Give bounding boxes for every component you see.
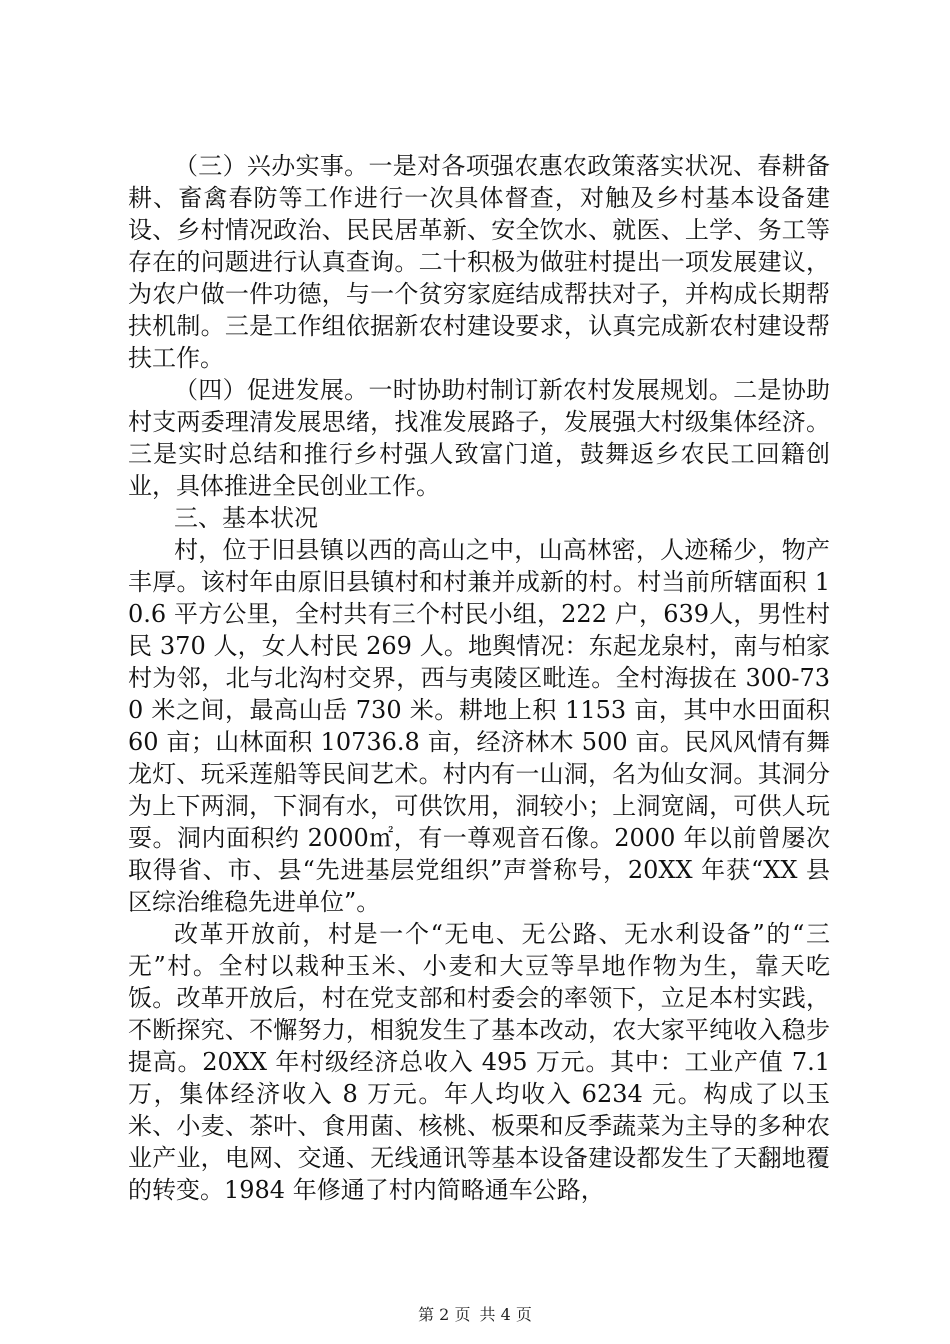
paragraph-section-four-promote-development: （四）促进发展。一时协助村制订新农村发展规划。二是协助村支两委理清发展思绪，找准发展路子，发展强大村级集体经济。三是实时总结和推行乡村强人致富门道，鼓舞返乡农民工回籍创业，具体推进全民创业工作。 [128, 376, 830, 500]
paragraph-reform-history: 改革开放前，村是一个“无电、无公路、无水利设备”的“三无”村。全村以栽种玉米、小麦和大豆等旱地作物为生，靠天吃饭。改革开放后，村在党支部和村委会的率领下，立足本村实践，不断探究、不懈努力，相貌发生了基本改动，农大家平纯收入稳步提高。20XX 年村级经济总收入 495 万元。其中：工业产值 7.1 万，集体经济收入 8 万元。年人均收入 6234 元。构成了以玉米、小麦、茶叶、食用菌、核桃、板栗和反季蔬菜为主导的多种农业产业，电网、交通、无线通讯等基本设备建设都发生了天翻地覆的转变。1984 年修通了村内简略通车公路， [128, 920, 830, 1204]
section-heading-basic-status: 三、基本状况 [174, 504, 318, 532]
document-body [128, 150, 830, 1206]
page-number-label: 第 2 页 [418, 1305, 471, 1324]
paragraph-village-overview: 村，位于旧县镇以西的高山之中，山高林密，人迹稀少，物产丰厚。该村年由原旧县镇村和村兼并成新的村。村当前所辖面积 10.6 平方公里，全村共有三个村民小组，222 户，639人，男性村民 370 人，女人村民 269 人。地舆情况：东起龙泉村，南与柏家村为邻，北与北沟村交界，西与夷陵区毗连。全村海拔在 300-730 米之间，最高山岳 730 米。耕地上积 1153 亩，其中水田面积 60 亩；山林面积 10736.8 亩，经济林木 500 亩。民风风情有舞龙灯、玩采莲船等民间艺术。村内有一山洞，名为仙女洞。其洞分为上下两洞，下洞有水，可供饮用，洞较小；上洞宽阔，可供人玩耍。洞内面积约 2000㎡，有一尊观音石像。2000 年以前曾屡次取得省、市、县“先进基层党组织”声誉称号，20XX 年获“XX 县区综治维稳先进单位”。 [128, 536, 830, 916]
paragraph-section-three-practical-work: （三）兴办实事。一是对各项强农惠农政策落实状况、春耕备耕、畜禽春防等工作进行一次具体督查，对触及乡村基本设备建设、乡村情况政治、民民居革新、安全饮水、就医、上学、务工等存在的问题进行认真查询。二十积极为做驻村提出一项发展建议，为农户做一件功德，与一个贫穷家庭结成帮扶对子，并构成长期帮扶机制。三是工作组依据新农村建设要求，认真完成新农村建设帮扶工作。 [128, 152, 830, 372]
page-footer [0, 1305, 950, 1325]
total-pages-label: 共 4 页 [479, 1305, 532, 1324]
